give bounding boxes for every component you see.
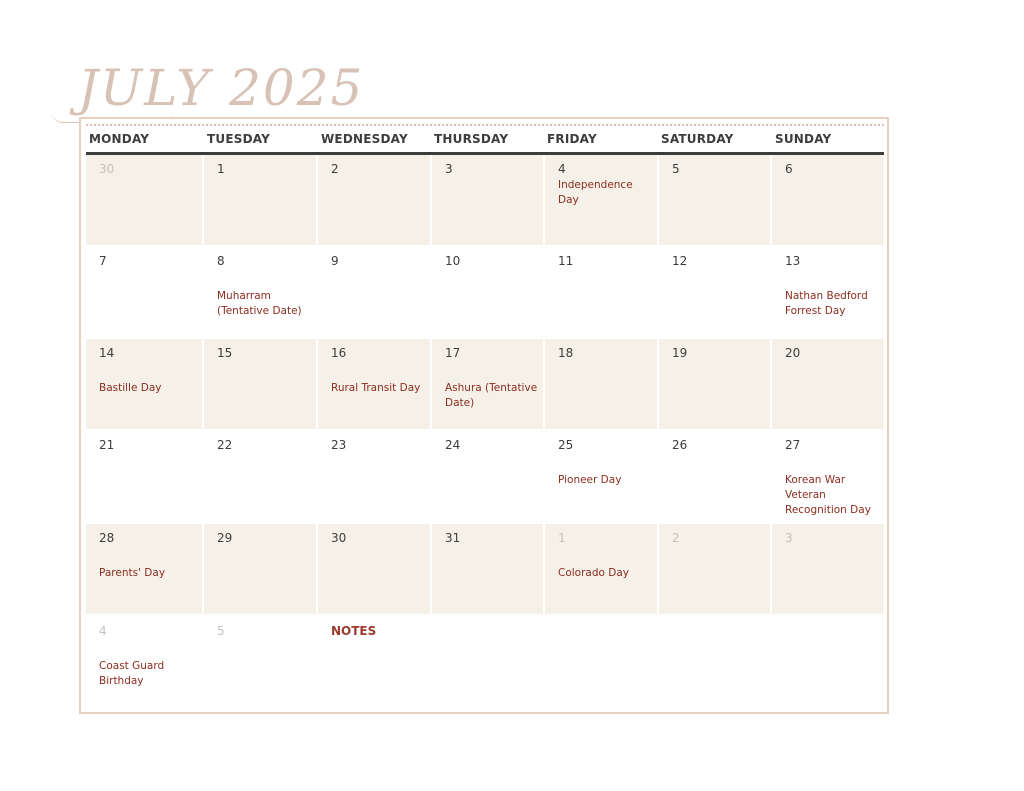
day-number: 14 <box>99 346 115 360</box>
day-number: 13 <box>785 254 801 268</box>
day-cell-w2-sun[interactable] <box>772 247 884 337</box>
day-number: 21 <box>99 438 115 452</box>
notes-area[interactable] <box>318 617 884 709</box>
day-cell-w1-thu[interactable] <box>432 155 543 245</box>
event-label: Nathan Bedford Forrest Day <box>785 290 868 317</box>
day-cell-w4-thu[interactable] <box>432 431 543 521</box>
day-cell-w4-tue[interactable] <box>204 431 316 521</box>
weekday-thursday: THURSDAY <box>434 132 509 146</box>
event-label: Bastille Day <box>99 382 162 394</box>
day-number: 31 <box>445 531 461 545</box>
day-number: 2 <box>672 531 680 545</box>
day-cell-w1-sun[interactable] <box>772 155 884 245</box>
weekday-sunday: SUNDAY <box>775 132 832 146</box>
event-label: Rural Transit Day <box>331 382 421 394</box>
day-number: 4 <box>558 162 566 176</box>
day-number: 19 <box>672 346 688 360</box>
day-cell-w3-wed[interactable] <box>318 339 430 429</box>
day-cell-w5-tue[interactable] <box>204 524 316 614</box>
day-cell-w3-sun[interactable] <box>772 339 884 429</box>
day-cell-w4-sat[interactable] <box>659 431 770 521</box>
event-label: Korean War Veteran Recognition Day <box>785 474 871 516</box>
event-label: Independence Day <box>558 179 633 206</box>
day-number: 16 <box>331 346 347 360</box>
day-cell-w4-mon[interactable] <box>86 431 202 521</box>
day-cell-w5-mon[interactable] <box>86 524 202 614</box>
day-cell-w5-thu[interactable] <box>432 524 543 614</box>
day-cell-w4-wed[interactable] <box>318 431 430 521</box>
day-cell-w3-fri[interactable] <box>545 339 657 429</box>
weekday-friday: FRIDAY <box>547 132 597 146</box>
day-number: 11 <box>558 254 574 268</box>
day-cell-w4-sun[interactable] <box>772 431 884 521</box>
day-number: 24 <box>445 438 461 452</box>
dotted-divider <box>86 124 884 126</box>
day-cell-w2-wed[interactable] <box>318 247 430 337</box>
day-number: 3 <box>445 162 453 176</box>
day-cell-w6-mon[interactable] <box>86 617 202 707</box>
day-number: 30 <box>331 531 347 545</box>
day-cell-w3-mon[interactable] <box>86 339 202 429</box>
day-cell-w2-thu[interactable] <box>432 247 543 337</box>
weekday-tuesday: TUESDAY <box>207 132 270 146</box>
day-number: 29 <box>217 531 233 545</box>
day-number: 26 <box>672 438 688 452</box>
weekday-wednesday: WEDNESDAY <box>321 132 408 146</box>
weekday-header <box>86 127 884 155</box>
day-number: 22 <box>217 438 233 452</box>
day-number: 30 <box>99 162 115 176</box>
day-cell-w4-fri[interactable] <box>545 431 657 521</box>
day-cell-w1-sat[interactable] <box>659 155 770 245</box>
event-label: Muharram (Tentative Date) <box>217 290 302 317</box>
weekday-monday: MONDAY <box>89 132 150 146</box>
day-number: 20 <box>785 346 801 360</box>
day-number: 5 <box>217 624 225 638</box>
day-cell-w1-mon[interactable] <box>86 155 202 245</box>
day-number: 23 <box>331 438 347 452</box>
day-cell-w1-tue[interactable] <box>204 155 316 245</box>
day-number: 3 <box>785 531 793 545</box>
day-number: 7 <box>99 254 107 268</box>
day-number: 28 <box>99 531 115 545</box>
day-number: 12 <box>672 254 688 268</box>
event-label: Coast Guard Birthday <box>99 660 165 687</box>
day-number: 4 <box>99 624 107 638</box>
day-number: 1 <box>217 162 225 176</box>
event-label: Colorado Day <box>558 567 630 579</box>
day-cell-w3-thu[interactable] <box>432 339 543 429</box>
day-cell-w6-tue[interactable] <box>204 617 316 707</box>
day-number: 2 <box>331 162 339 176</box>
day-cell-w2-tue[interactable] <box>204 247 316 337</box>
day-number: 17 <box>445 346 461 360</box>
day-cell-w3-tue[interactable] <box>204 339 316 429</box>
month-title: JULY 2025 <box>78 59 365 117</box>
day-number: 6 <box>785 162 793 176</box>
day-cell-w2-mon[interactable] <box>86 247 202 337</box>
day-number: 8 <box>217 254 225 268</box>
day-number: 9 <box>331 254 339 268</box>
day-number: 15 <box>217 346 233 360</box>
notes-label: NOTES <box>331 624 377 638</box>
day-cell-w5-sun[interactable] <box>772 524 884 614</box>
day-cell-w5-fri[interactable] <box>545 524 657 614</box>
day-number: 5 <box>672 162 680 176</box>
day-cell-w5-wed[interactable] <box>318 524 430 614</box>
event-label: Pioneer Day <box>558 474 622 486</box>
day-cell-w1-fri[interactable] <box>545 155 657 245</box>
event-label: Ashura (Tentative Date) <box>445 382 538 409</box>
day-cell-w2-fri[interactable] <box>545 247 657 337</box>
event-label: Parents' Day <box>99 567 166 579</box>
day-number: 1 <box>558 531 566 545</box>
day-cell-w5-sat[interactable] <box>659 524 770 614</box>
day-number: 27 <box>785 438 801 452</box>
day-number: 10 <box>445 254 461 268</box>
day-number: 18 <box>558 346 574 360</box>
day-cell-w2-sat[interactable] <box>659 247 770 337</box>
day-number: 25 <box>558 438 574 452</box>
day-cell-w3-sat[interactable] <box>659 339 770 429</box>
weekday-saturday: SATURDAY <box>661 132 734 146</box>
day-cell-w1-wed[interactable] <box>318 155 430 245</box>
